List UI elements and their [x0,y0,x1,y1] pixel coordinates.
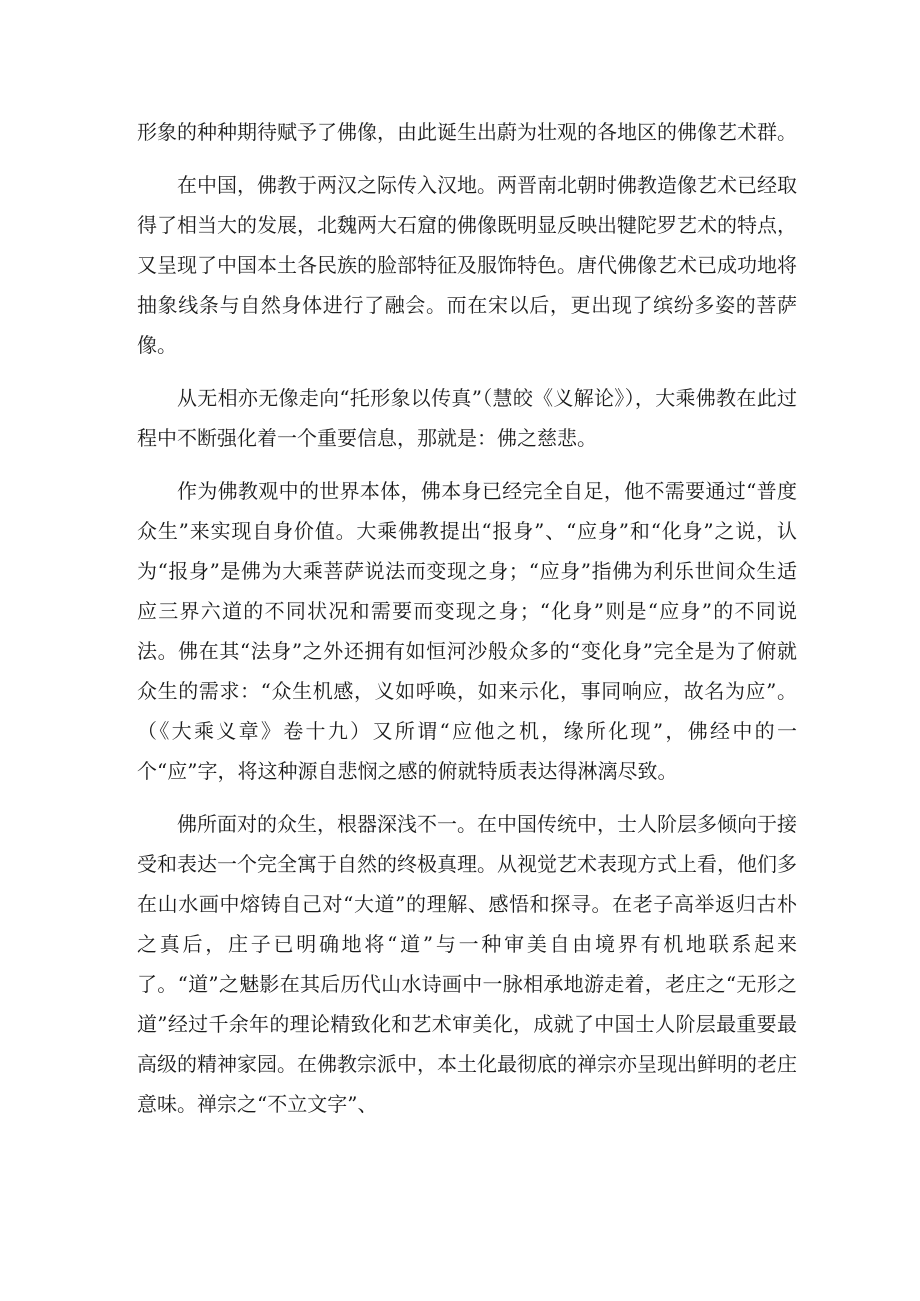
paragraph-buddhism-in-china: 在中国，佛教于两汉之际传入汉地。两晋南北朝时佛教造像艺术已经取得了相当大的发展，北魏两大石窟的佛像既明显反映出犍陀罗艺术的特点，又呈现了中国本土各民族的脸部特征及服饰特色。唐代佛像艺术已成功地将抽象线条与自然身体进行了融会。而在宋以后，更出现了缤纷多姿的菩萨像。 [137,173,797,357]
paragraph-buddha-bodies: 作为佛教观中的世界本体，佛本身已经完全自足，他不需要通过“普度众生”来实现自身价值。大乘佛教提出“报身”、“应身”和“化身”之说，认为“报身”是佛为大乘菩萨说法而变现之身；“应身”指佛为利乐世间众生适应三界六道的不同状况和需要而变现之身；“化身”则是“应身”的不同说法。佛在其“法身”之外还拥有如恒河沙般众多的“变化身”完全是为了俯就众生的需求：“众生机感，义如呼唤，如来示化，事同响应，故名为应”。（《大乘义章》卷十九）又所谓“应他之机，缘所化现”，佛经中的一个“应”字，将这种源自悲悯之感的俯就特质表达得淋漓尽致。 [137,479,797,783]
paragraph-continuation: 形象的种种期待赋予了佛像，由此诞生出蔚为壮观的各地区的佛像艺术群。 [137,120,797,144]
paragraph-literati-and-zen: 佛所面对的众生，根器深浅不一。在中国传统中，士人阶层多倾向于接受和表达一个完全寓于自然的终极真理。从视觉艺术表现方式上看，他们多在山水画中熔铸自己对“大道”的理解、感悟和探寻。在老子高举返归古朴之真后，庄子已明确地将“道”与一种审美自由境界有机地联系起来了。“道”之魅影在其后历代山水诗画中一脉相承地游走着，老庄之“无形之道”经过千余年的理论精致化和艺术审美化，成就了中国士人阶层最重要最高级的精神家园。在佛教宗派中，本土化最彻底的禅宗亦呈现出鲜明的老庄意味。禅宗之“不立文字”、 [137,812,797,1116]
paragraph-compassion: 从无相亦无像走向“托形象以传真”（慧皎《义解论》），大乘佛教在此过程中不断强化着一个重要信息，那就是：佛之慈悲。 [137,386,797,450]
document-body [137,112,797,1137]
